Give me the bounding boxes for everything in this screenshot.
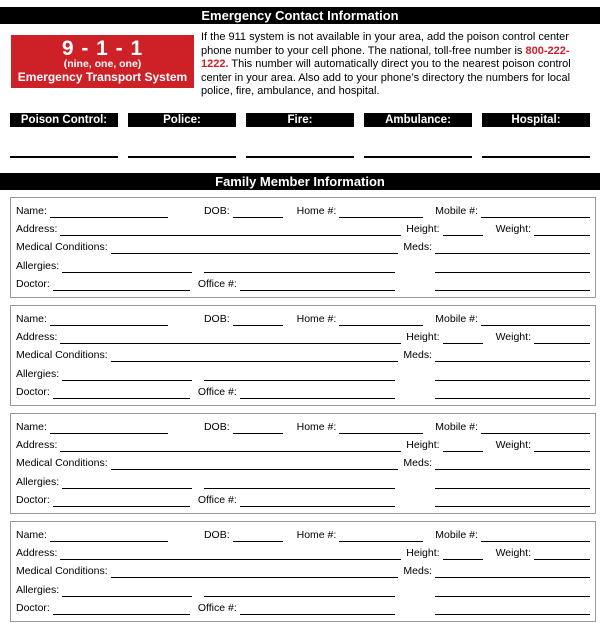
dob-fill-line[interactable]	[233, 325, 283, 326]
home-phone-fill-line[interactable]	[339, 541, 423, 542]
office-phone-label: Office #:	[197, 494, 237, 507]
home-phone-label: Home #:	[296, 204, 337, 217]
family-member-header	[0, 173, 600, 190]
name-row	[16, 204, 590, 218]
height-label: Height:	[406, 330, 440, 343]
doctor-row	[16, 277, 590, 291]
mobile-phone-fill-line[interactable]	[481, 433, 590, 434]
poison-control-phone: 800-222-1222.	[201, 44, 570, 70]
address-label: Address:	[16, 330, 58, 343]
dob-label: DOB:	[203, 312, 230, 325]
911-number: 9 - 1 - 1	[61, 37, 144, 60]
weight-fill-line[interactable]	[534, 451, 590, 452]
address-row	[16, 438, 590, 452]
address-fill-line[interactable]	[60, 235, 401, 236]
allergies-row	[16, 475, 590, 489]
office-phone-label: Office #:	[197, 278, 237, 291]
home-phone-label: Home #:	[296, 420, 337, 433]
office-phone-fill-line[interactable]	[240, 398, 395, 399]
meds-fill-line[interactable]	[435, 361, 590, 362]
police-fill-line[interactable]	[128, 156, 236, 158]
height-fill-line[interactable]	[443, 559, 483, 560]
emergency-info-row	[0, 31, 600, 99]
mobile-phone-label: Mobile #:	[435, 312, 478, 325]
allergies-row	[16, 583, 590, 597]
name-row	[16, 528, 590, 542]
height-fill-line[interactable]	[443, 451, 483, 452]
address-fill-line[interactable]	[60, 559, 401, 560]
home-phone-label: Home #:	[296, 528, 337, 541]
meds-fill-line[interactable]	[435, 469, 590, 470]
allergies-label: Allergies:	[16, 259, 60, 272]
allergies-label: Allergies:	[16, 367, 60, 380]
weight-fill-line[interactable]	[534, 235, 590, 236]
name-row	[16, 420, 590, 434]
instructions-text-after: This number will automatically direct you to the nearest poison control center in your area. Also add to your phone’s directory the numbers for local police, fire, ambulance, and hospital.	[201, 58, 571, 97]
emergency-contact-header	[0, 7, 600, 24]
allergies-extra-fill-line[interactable]	[204, 380, 395, 381]
office-phone-fill-line[interactable]	[240, 506, 395, 507]
name-label: Name:	[16, 204, 47, 217]
address-row	[16, 222, 590, 236]
fire-fill-line[interactable]	[246, 156, 354, 158]
medical-conditions-label: Medical Conditions:	[16, 457, 108, 470]
doctor-label: Doctor:	[16, 278, 50, 291]
hospital-label: Hospital:	[482, 113, 590, 127]
mobile-phone-label: Mobile #:	[435, 204, 478, 217]
medical-conditions-label: Medical Conditions:	[16, 241, 108, 254]
contact-column-hospital	[482, 113, 590, 158]
allergies-fill-line[interactable]	[62, 488, 192, 489]
office-phone-fill-line[interactable]	[240, 290, 395, 291]
poison-control-label: Poison Control:	[10, 113, 118, 127]
doctor-fill-line[interactable]	[53, 398, 190, 399]
meds-label: Meds:	[403, 349, 432, 362]
doctor-fill-line[interactable]	[53, 614, 190, 615]
allergies-row	[16, 259, 590, 273]
mobile-phone-label: Mobile #:	[435, 528, 478, 541]
fire-label: Fire:	[246, 113, 354, 127]
poison-control-fill-line[interactable]	[10, 156, 118, 158]
height-fill-line[interactable]	[443, 343, 483, 344]
dob-fill-line[interactable]	[233, 217, 283, 218]
doctor-row	[16, 493, 590, 507]
weight-label: Weight:	[495, 330, 531, 343]
medical-conditions-row	[16, 456, 590, 470]
meds-extra-fill-line[interactable]	[435, 272, 590, 273]
dob-label: DOB:	[203, 528, 230, 541]
medical-conditions-row	[16, 240, 590, 254]
name-row	[16, 312, 590, 326]
dob-label: DOB:	[203, 420, 230, 433]
allergies-extra-fill-line[interactable]	[204, 488, 395, 489]
doctor-fill-line[interactable]	[53, 290, 190, 291]
office-phone-label: Office #:	[197, 602, 237, 615]
name-fill-line[interactable]	[50, 217, 168, 218]
ambulance-label: Ambulance:	[364, 113, 472, 127]
family-member-blocks	[0, 197, 600, 622]
911-caption: Emergency Transport System	[17, 70, 188, 84]
address-row	[16, 330, 590, 344]
police-label: Police:	[128, 113, 236, 127]
medical-conditions-row	[16, 564, 590, 578]
medical-conditions-row	[16, 348, 590, 362]
mobile-phone-label: Mobile #:	[435, 420, 478, 433]
contact-numbers-row	[0, 113, 600, 158]
meds-extra-fill-line[interactable]	[435, 596, 590, 597]
address-label: Address:	[16, 222, 58, 235]
hospital-fill-line[interactable]	[482, 156, 590, 158]
allergies-label: Allergies:	[16, 475, 60, 488]
instructions-text-before: If the 911 system is not available in your area, add the poison control center phone number to your cell phone. The national, toll-free number is	[201, 31, 569, 57]
911-pronunciation: (nine, one, one)	[63, 58, 142, 70]
doctor-row	[16, 385, 590, 399]
doctor-row	[16, 601, 590, 615]
height-label: Height:	[406, 222, 440, 235]
meds-extra-fill-line[interactable]	[435, 488, 590, 489]
meds-fill-line[interactable]	[435, 577, 590, 578]
medical-conditions-fill-line[interactable]	[111, 253, 399, 254]
height-label: Height:	[406, 438, 440, 451]
address-row	[16, 546, 590, 560]
height-fill-line[interactable]	[443, 235, 483, 236]
name-fill-line[interactable]	[50, 541, 168, 542]
meds-extra-fill-line-2[interactable]	[435, 290, 590, 291]
911-badge	[11, 35, 194, 88]
name-label: Name:	[16, 312, 47, 325]
medical-conditions-fill-line[interactable]	[111, 577, 399, 578]
medical-conditions-fill-line[interactable]	[111, 361, 399, 362]
family-member-title: Family Member Information	[215, 173, 385, 189]
name-fill-line[interactable]	[50, 433, 168, 434]
meds-extra-fill-line-2[interactable]	[435, 506, 590, 507]
emergency-contact-title: Emergency Contact Information	[201, 8, 399, 23]
home-phone-fill-line[interactable]	[339, 325, 423, 326]
weight-label: Weight:	[495, 222, 531, 235]
address-fill-line[interactable]	[60, 343, 401, 344]
home-phone-label: Home #:	[296, 312, 337, 325]
family-member-block	[10, 413, 596, 514]
allergies-fill-line[interactable]	[62, 596, 192, 597]
family-member-block	[10, 197, 596, 298]
weight-label: Weight:	[495, 546, 531, 559]
ambulance-fill-line[interactable]	[364, 156, 472, 158]
dob-fill-line[interactable]	[233, 541, 283, 542]
doctor-label: Doctor:	[16, 494, 50, 507]
doctor-label: Doctor:	[16, 386, 50, 399]
contact-column-poison-control	[10, 113, 118, 158]
meds-fill-line[interactable]	[435, 253, 590, 254]
mobile-phone-fill-line[interactable]	[481, 217, 590, 218]
doctor-fill-line[interactable]	[53, 506, 190, 507]
weight-fill-line[interactable]	[534, 559, 590, 560]
home-phone-fill-line[interactable]	[339, 217, 423, 218]
medical-conditions-fill-line[interactable]	[111, 469, 399, 470]
address-label: Address:	[16, 546, 58, 559]
doctor-label: Doctor:	[16, 602, 50, 615]
meds-extra-fill-line[interactable]	[435, 380, 590, 381]
name-label: Name:	[16, 528, 47, 541]
name-label: Name:	[16, 420, 47, 433]
meds-extra-fill-line-2[interactable]	[435, 614, 590, 615]
contact-column-police	[128, 113, 236, 158]
dob-fill-line[interactable]	[233, 433, 283, 434]
name-fill-line[interactable]	[50, 325, 168, 326]
dob-label: DOB:	[203, 204, 230, 217]
mobile-phone-fill-line[interactable]	[481, 541, 590, 542]
address-label: Address:	[16, 438, 58, 451]
family-member-block	[10, 521, 596, 622]
height-label: Height:	[406, 546, 440, 559]
meds-extra-fill-line-2[interactable]	[435, 398, 590, 399]
allergies-fill-line[interactable]	[62, 272, 192, 273]
weight-fill-line[interactable]	[534, 343, 590, 344]
home-phone-fill-line[interactable]	[339, 433, 423, 434]
weight-label: Weight:	[495, 438, 531, 451]
meds-label: Meds:	[403, 565, 432, 578]
address-fill-line[interactable]	[60, 451, 401, 452]
emergency-instructions	[201, 31, 592, 99]
allergies-extra-fill-line[interactable]	[204, 596, 395, 597]
family-member-block	[10, 305, 596, 406]
meds-label: Meds:	[403, 457, 432, 470]
office-phone-fill-line[interactable]	[240, 614, 395, 615]
meds-label: Meds:	[403, 241, 432, 254]
allergies-label: Allergies:	[16, 583, 60, 596]
contact-column-fire	[246, 113, 354, 158]
allergies-row	[16, 367, 590, 381]
allergies-fill-line[interactable]	[62, 380, 192, 381]
contact-column-ambulance	[364, 113, 472, 158]
mobile-phone-fill-line[interactable]	[481, 325, 590, 326]
allergies-extra-fill-line[interactable]	[204, 272, 395, 273]
office-phone-label: Office #:	[197, 386, 237, 399]
medical-conditions-label: Medical Conditions:	[16, 349, 108, 362]
medical-conditions-label: Medical Conditions:	[16, 565, 108, 578]
